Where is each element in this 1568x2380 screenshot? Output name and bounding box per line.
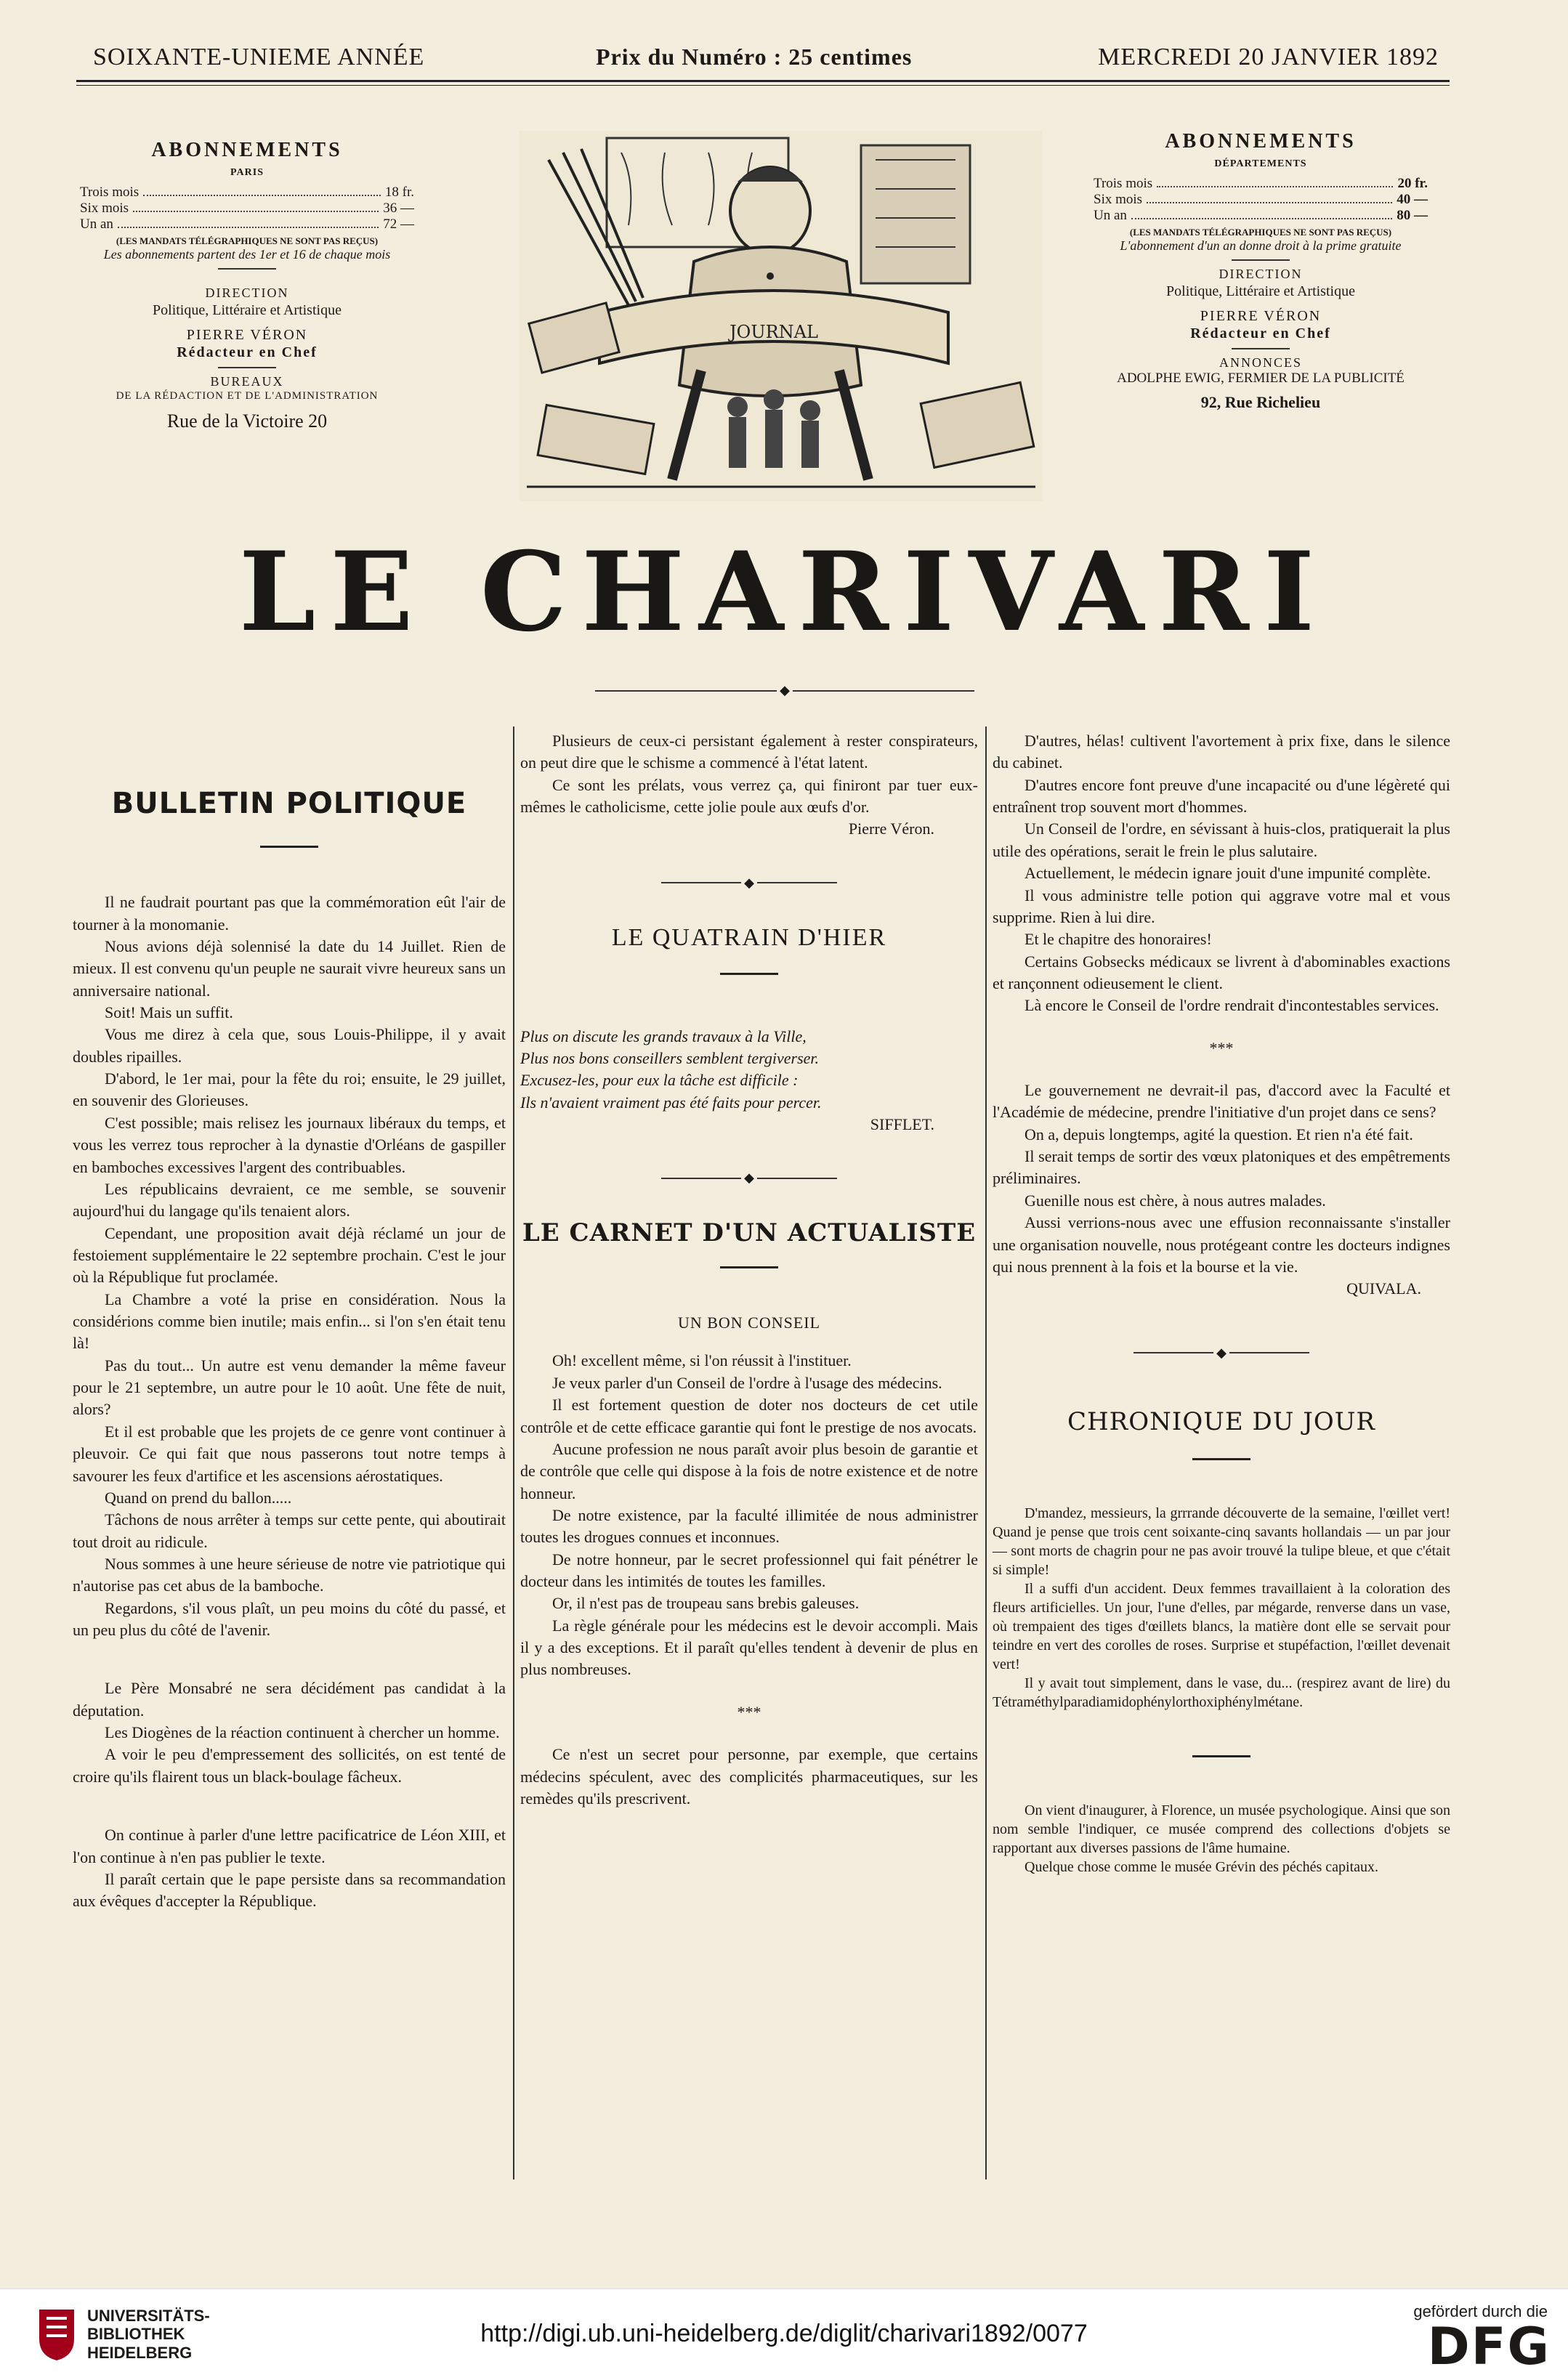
subscription-title: ABONNEMENTS bbox=[151, 139, 343, 161]
verse-line: Plus nos bons conseillers semblent tergiverser. bbox=[520, 1048, 820, 1067]
direction-sub: Politique, Littéraire et Artistique bbox=[153, 301, 342, 318]
rate-row: Six mois 36 — bbox=[80, 201, 414, 216]
masthead-ornament: ◆ bbox=[581, 683, 988, 698]
masthead-engraving bbox=[520, 131, 1043, 501]
signature: SIFFLET. bbox=[870, 1114, 934, 1133]
column-rule bbox=[985, 726, 987, 2179]
annonces-label: ANNONCES bbox=[1219, 355, 1302, 370]
rate-row: Un an 72 — bbox=[80, 216, 414, 232]
rates-list bbox=[1094, 176, 1428, 224]
ornament: ◆ bbox=[520, 1169, 978, 1187]
subscription-note: L'abonnement d'un an donne droit à la prime gratuite bbox=[1120, 238, 1402, 253]
paragraph: Oh! excellent même, si l'on réussit à l'instituer. bbox=[552, 1351, 852, 1370]
quatrain-heading: LE QUATRAIN D'HIER bbox=[611, 923, 887, 951]
paragraph: Je veux parler d'un Conseil de l'ordre à l'usage des médecins. bbox=[552, 1373, 942, 1392]
paragraph: Le Père Monsabré ne sera décidément pas candidat à la députation. bbox=[73, 1679, 506, 1720]
subscription-right bbox=[1072, 129, 1450, 412]
chronique-heading: CHRONIQUE DU JOUR bbox=[1067, 1407, 1375, 1437]
rate-row: Six mois 40 — bbox=[1094, 192, 1428, 208]
direction-sub: Politique, Littéraire et Artistique bbox=[1166, 283, 1355, 299]
paragraph: Aucune profession ne nous paraît avoir plus besoin de garantie et de contrôle que celle qui dispose à la fois de notre existence et de notre honneur. bbox=[520, 1439, 978, 1502]
signature: Pierre Véron. bbox=[848, 819, 934, 838]
paragraph: Soit! Mais un suffit. bbox=[105, 1003, 233, 1021]
carnet-heading: LE CARNET D'UN ACTUALISTE bbox=[522, 1218, 977, 1248]
university-name: UNIVERSITÄTS- BIBLIOTHEK HEIDELBERG bbox=[87, 2307, 210, 2362]
paragraph: Là encore le Conseil de l'ordre rendrait d'incontestables services. bbox=[1025, 996, 1439, 1015]
header-rule bbox=[76, 80, 1450, 82]
bureaux-label: BUREAUX bbox=[210, 373, 284, 389]
paragraph: On continue à parler d'une lettre pacificatrice de Léon XIII, et l'on continue à n'en pas publier le texte. bbox=[73, 1826, 506, 1866]
stars-divider: *** bbox=[737, 1702, 761, 1721]
rate-row: Trois mois 20 fr. bbox=[1094, 176, 1428, 192]
year-label: SOIXANTE-UNIEME ANNÉE bbox=[93, 44, 425, 70]
paragraph: Quelque chose comme le musée Grévin des péchés capitaux. bbox=[1025, 1859, 1379, 1876]
source-url-link[interactable]: http://digi.ub.uni-heidelberg.de/diglit/charivari1892/0077 bbox=[480, 2320, 1088, 2347]
ornament: ◆ bbox=[520, 874, 978, 892]
paragraph: D'autres, hélas! cultivent l'avortement à prix fixe, dans le silence du cabinet. bbox=[993, 732, 1450, 772]
paragraph: Vous me direz à cela que, sous Louis-Philippe, il y avait doubles ripailles. bbox=[73, 1025, 506, 1066]
subscription-title: ABONNEMENTS bbox=[1165, 130, 1357, 153]
verse-line: Excusez-les, pour eux la tâche est difficile : bbox=[520, 1071, 799, 1090]
masthead-title: LE CHARIVARI bbox=[238, 528, 1330, 656]
paragraph: Actuellement, le médecin ignare jouit d'une impunité complète. bbox=[1025, 864, 1431, 883]
telegraph-note: (LES MANDATS TÉLÉGRAPHIQUES NE SONT PAS REÇUS) bbox=[116, 235, 379, 246]
paragraph: Un Conseil de l'ordre, en sévissant à huis-clos, pratiquerait la plus utile des opérations, serait le frein le plus salutaire. bbox=[993, 819, 1450, 860]
paragraph: Les républicains devraient, ce me semble, se souvenir aujourd'hui du langage qu'ils tenaient alors. bbox=[73, 1179, 506, 1221]
paragraph: A voir le peu d'empressement des sollicités, on est tenté de croire qu'ils flairent tous un black-boulage fâcheux. bbox=[73, 1745, 506, 1786]
paragraph: Regardons, s'il vous plaît, un peu moins du côté du passé, et un peu plus du côté de l'avenir. bbox=[73, 1598, 506, 1640]
annonces-line: ADOLPHE EWIG, FERMIER DE LA PUBLICITÉ bbox=[1117, 371, 1405, 386]
paragraph: Quand on prend du ballon..... bbox=[105, 1488, 292, 1507]
sponsor-text: gefördert durch die bbox=[1413, 2302, 1548, 2320]
paragraph: D'autres encore font preuve d'une incapacité ou d'une légèreté qui entraînent trop souvent mort d'hommes. bbox=[993, 775, 1450, 817]
rate-row: Trois mois 18 fr. bbox=[80, 185, 414, 201]
bureaux-sub: DE LA RÉDACTION ET DE L'ADMINISTRATION bbox=[116, 390, 379, 402]
header-rule-thin bbox=[76, 85, 1450, 86]
banner-text: JOURNAL bbox=[730, 322, 818, 342]
viewer-footer bbox=[0, 2288, 1568, 2380]
dfg-logo: DFG bbox=[1427, 2317, 1551, 2376]
editor-name: PIERRE VÉRON bbox=[1200, 307, 1322, 324]
paragraph: Certains Gobsecks médicaux se livrent à d'abominables exactions et rançonnent odieusement le client. bbox=[993, 952, 1450, 992]
paragraph: Les Diogènes de la réaction continuent à chercher un homme. bbox=[105, 1723, 500, 1742]
bulletin-heading: BULLETIN POLITIQUE bbox=[111, 787, 467, 820]
paragraph: De notre honneur, par le secret professionnel qui fait pénétrer le docteur dans les intimités de toutes les familles. bbox=[520, 1550, 978, 1591]
ornament: ◆ bbox=[993, 1344, 1450, 1362]
column-3 bbox=[993, 730, 1450, 1877]
stars-divider: *** bbox=[1209, 1038, 1234, 1057]
paragraph: La Chambre a voté la prise en considération. Nous la considérions comme bien inutile; mais enfin... si l'on s'en était tenu là! bbox=[73, 1290, 506, 1353]
editor-name: PIERRE VÉRON bbox=[186, 326, 308, 343]
signature: QUIVALA. bbox=[1346, 1279, 1421, 1298]
column-2 bbox=[520, 730, 978, 1810]
address: 92, Rue Richelieu bbox=[1200, 393, 1321, 412]
paragraph: Il vous administre telle potion qui aggrave votre mal et vous supprime. Rien à lui dire. bbox=[993, 886, 1450, 926]
paragraph: Il paraît certain que le pape persiste dans sa recommandation aux évêques d'accepter la République. bbox=[73, 1869, 506, 1911]
rates-list bbox=[80, 185, 414, 232]
paragraph: La règle générale pour les médecins est le devoir accompli. Mais il y a des exceptions. Et il paraît qu'elles tendent à devenir de plus en plus nombreuses. bbox=[520, 1616, 978, 1679]
editor-role: Rédacteur en Chef bbox=[177, 344, 318, 360]
paragraph: De notre existence, par la faculté illimitée de nous administrer toutes les drogues connues et inconnues. bbox=[520, 1505, 978, 1547]
paragraph: Tâchons de nous arrêter à temps sur cette pente, qui aboutirait tout droit au ridicule. bbox=[73, 1510, 506, 1551]
paragraph: Nous avions déjà solennisé la date du 14 Juillet. Rien de mieux. Il est convenu qu'un peuple ne saurait vivre heureux sans un anniversaire national. bbox=[73, 936, 506, 1000]
paragraph: Le gouvernement ne devrait-il pas, d'accord avec la Faculté et l'Académie de médecine, prendre l'initiative d'un projet dans ce sens? bbox=[993, 1081, 1450, 1122]
address: Rue de la Victoire 20 bbox=[166, 410, 328, 432]
paragraph: Il a suffi d'un accident. Deux femmes travaillaient à la coloration des fleurs artificielles. Un jour, l'une d'elles, par mégarde, renverse dans un vase, où trempaient des tiges d'œillets blancs, la matière dont elle se servait pour teindre en vert des corolles de roses. Surprise et stupéfaction, l'œillet devenait vert! bbox=[993, 1581, 1450, 1673]
verse-line: Ils n'avaient vraiment pas été faits pour percer. bbox=[520, 1093, 822, 1112]
column-rule bbox=[513, 726, 514, 2179]
paragraph: Aussi verrions-nous avec une effusion reconnaissante s'installer une organisation nouvelle, nous protégeant contre les docteurs indignes qui nous prennent à la fois et la bourse et la vie. bbox=[993, 1213, 1450, 1276]
paragraph: Plusieurs de ceux-ci persistant également à rester conspirateurs, on peut dire que le schisme a commencé à l'état latent. bbox=[520, 732, 978, 772]
paragraph: Et le chapitre des honoraires! bbox=[1025, 930, 1212, 949]
paragraph: Or, il n'est pas de troupeau sans brebis galeuses. bbox=[552, 1594, 860, 1613]
rate-row: Un an 80 — bbox=[1094, 208, 1428, 224]
paragraph: C'est possible; mais relisez les journaux libéraux du temps, et vous les verrez tous reprocher à la dynastie d'Orléans de gaspiller en bamboches excessives l'argent des contribuables. bbox=[73, 1113, 506, 1176]
subscription-region: DÉPARTEMENTS bbox=[1214, 158, 1307, 169]
paragraph: Cependant, une proposition avait déjà réclamé un jour de festoiement supplémentaire le 22 septembre prochain. C'est le jour où la République fut proclamée. bbox=[73, 1223, 506, 1287]
paragraph: Pas du tout... Un autre est venu demander la même faveur pour le 21 septembre, un autre pour le 10 août. Une fête de nuit, alors? bbox=[73, 1356, 506, 1419]
verse-line: Plus on discute les grands travaux à la Ville, bbox=[520, 1027, 807, 1045]
paragraph: Et il est probable que les projets de ce genre vont continuer à pleuvoir. Ce qui fait que nous passerons tout notre temps à savourer les feux d'artifice et les ascensions aérostatiques. bbox=[73, 1422, 506, 1485]
subscription-region: PARIS bbox=[230, 166, 264, 178]
telegraph-note: (LES MANDATS TÉLÉGRAPHIQUES NE SONT PAS REÇUS) bbox=[1129, 226, 1392, 238]
paragraph: On vient d'inaugurer, à Florence, un musée psychologique. Ainsi que son nom semble l'indiquer, ce musée comprend des collections d'objets se rapportant aux diverses passions de l'âme humaine. bbox=[993, 1802, 1450, 1857]
direction-label: DIRECTION bbox=[1219, 267, 1303, 282]
carnet-subheading: UN BON CONSEIL bbox=[677, 1314, 821, 1332]
paragraph: D'abord, le 1er mai, pour la fête du roi; ensuite, le 29 juillet, en souvenir des Glorieuses. bbox=[73, 1069, 506, 1110]
price-label: Prix du Numéro : 25 centimes bbox=[596, 44, 913, 70]
column-1 bbox=[73, 774, 506, 1913]
paragraph: Guenille nous est chère, à nous autres malades. bbox=[1025, 1191, 1326, 1210]
paragraph: Il serait temps de sortir des vœux platoniques et des empêtrements préliminaires. bbox=[993, 1147, 1450, 1188]
paragraph: Ce sont les prélats, vous verrez ça, qui finiront par tuer eux-mêmes le catholicisme, cette jolie poule aux œufs d'or. bbox=[520, 775, 978, 817]
paragraph: On a, depuis longtemps, agité la question. Et rien n'a été fait. bbox=[1025, 1125, 1413, 1144]
date-label: MERCREDI 20 JANVIER 1892 bbox=[1098, 44, 1439, 70]
paragraph: Ce n'est un secret pour personne, par exemple, que certains médecins spéculent, avec des complicités pharmaceutiques, sur les remèdes qu'ils prescrivent. bbox=[520, 1745, 978, 1808]
paragraph: Il y avait tout simplement, dans le vase, du... (respirez avant de lire) du Tétraméthylparadiamidophénylorthoxiphénylmétane. bbox=[993, 1675, 1450, 1711]
paragraph: Nous sommes à une heure sérieuse de notre vie patriotique qui n'autorise pas cet abus de la bamboche. bbox=[73, 1554, 506, 1595]
direction-label: DIRECTION bbox=[205, 286, 289, 301]
subscription-note: Les abonnements partent des 1er et 16 de chaque mois bbox=[103, 246, 391, 262]
paragraph: Il est fortement question de doter nos docteurs de cet utile contrôle et de cette efficace garantie qui font le prestige de nos avocats. bbox=[520, 1396, 978, 1436]
subscription-left bbox=[80, 138, 414, 432]
paragraph: D'mandez, messieurs, la grrrande découverte de la semaine, l'œillet vert! Quand je pense que trois cent soixante-cinq savants hollandais — un par jour — sont morts de chagrin pour ne pas avoir trouvé la tulipe bleue, et que c'était si simple! bbox=[993, 1505, 1450, 1579]
paragraph: Il ne faudrait pourtant pas que la commémoration eût l'air de tourner à la monomanie. bbox=[73, 893, 506, 934]
editor-role: Rédacteur en Chef bbox=[1190, 325, 1331, 341]
